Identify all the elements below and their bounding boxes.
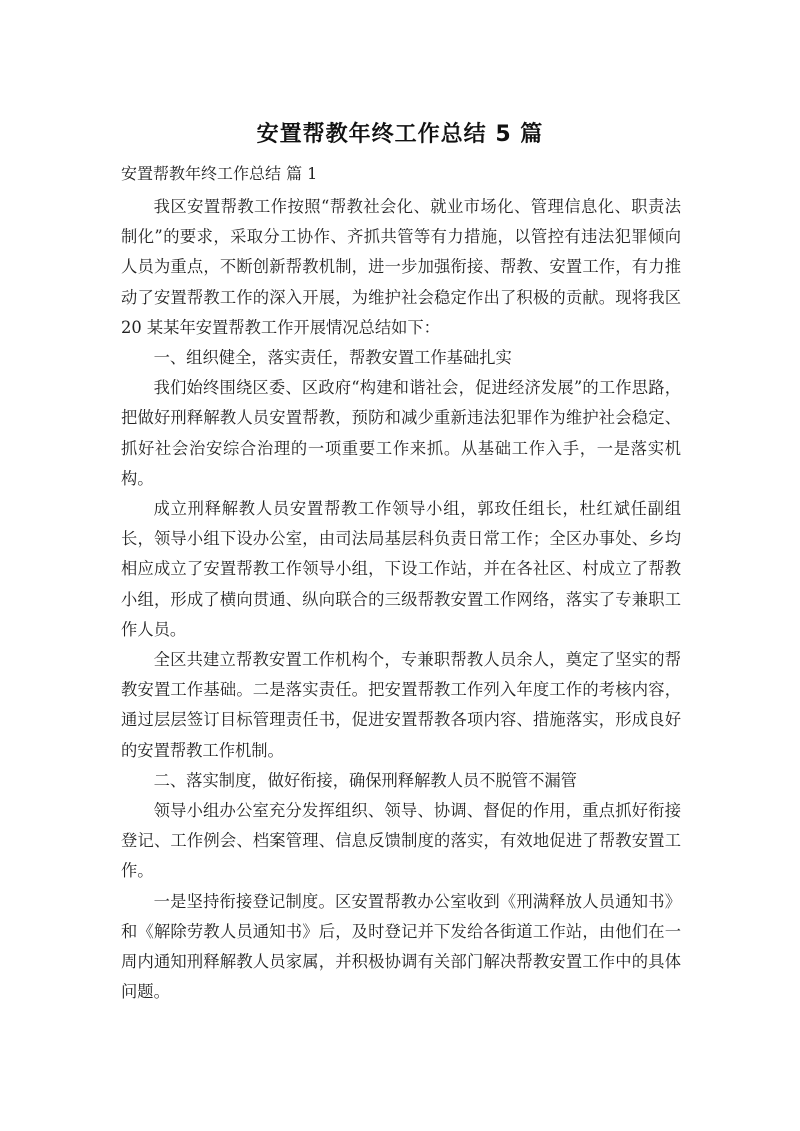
paragraph-leadership-group: 成立刑释解教人员安置帮教工作领导小组，郭玫任组长，杜红斌任副组长，领导小组下设办公室，由司法局基层科负责日常工作；全区办事处、乡均相应成立了安置帮教工作领导小组，下设工作站，并在各社区、村成立了帮教小组，形成了横向贯通、纵向联合的三级帮教安置工作网络，落实了专兼职工作人员。 [121, 499, 681, 639]
document-subtitle: 安置帮教年终工作总结 篇 1 [121, 164, 318, 183]
paragraph-work-ideas: 我们始终围绕区委、区政府“构建和谐社会，促进经济发展”的工作思路，把做好刑释解教人员安置帮教，预防和减少重新违法犯罪作为维护社会稳定、抓好社会治安综合治理的一项重要工作来抓。从基础工作入手，一是落实机构。 [121, 378, 681, 488]
document-title: 安置帮教年终工作总结 5 篇 [256, 122, 544, 147]
paragraph-office-role: 领导小组办公室充分发挥组织、领导、协调、督促的作用，重点抓好衔接登记、工作例会、档案管理、信息反馈制度的落实，有效地促进了帮教安置工作。 [121, 801, 681, 881]
paragraph-intro: 我区安置帮教工作按照“帮教社会化、就业市场化、管理信息化、职责法制化”的要求，采取分工协作、齐抓共管等有力措施，以管控有违法犯罪倾向人员为重点，不断创新帮教机制，进一步加强衔接、帮教、安置工作，有力推动了安置帮教工作的深入开展，为维护社会稳定作出了积极的贡献。现将我区 20 某某年安置帮教工作开展情况总结如下： [121, 197, 681, 337]
section-heading-2: 二、落实制度，做好衔接，确保刑释解教人员不脱管不漏管 [153, 770, 577, 790]
document-body [121, 192, 681, 1007]
paragraph-institutions: 全区共建立帮教安置工作机构个，专兼职帮教人员余人，奠定了坚实的帮教安置工作基础。二是落实责任。把安置帮教工作列入年度工作的考核内容，通过层层签订目标管理责任书，促进安置帮教各项内容、措施落实，形成良好的安置帮教工作机制。 [121, 650, 681, 760]
section-heading-1: 一、组织健全，落实责任，帮教安置工作基础扎实 [153, 348, 512, 368]
paragraph-registration: 一是坚持衔接登记制度。区安置帮教办公室收到《刑满释放人员通知书》和《解除劳教人员通知书》后，及时登记并下发给各街道工作站，由他们在一周内通知刑释解教人员家属，并积极协调有关部门解决帮教安置工作中的具体问题。 [121, 891, 681, 1002]
